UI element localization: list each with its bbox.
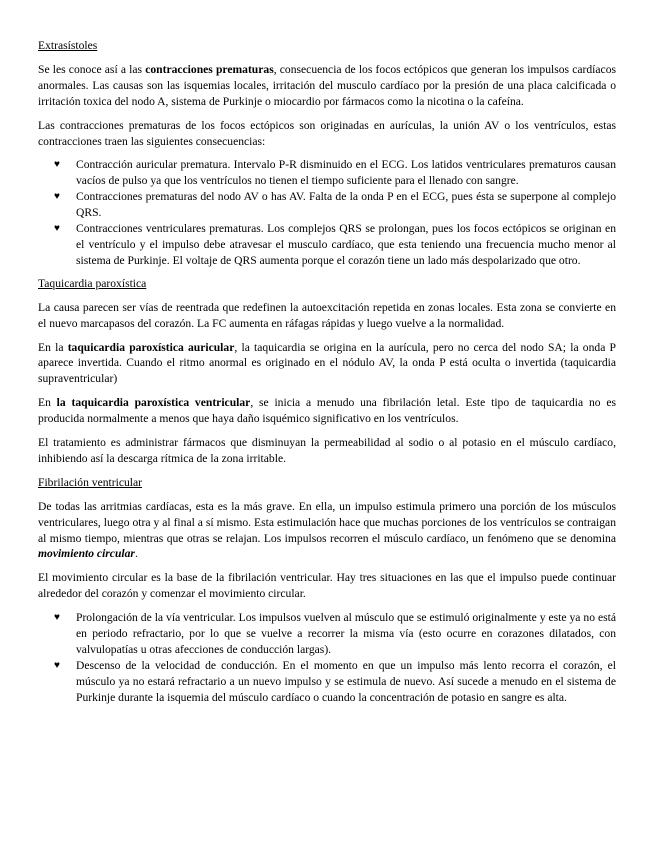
list-item (38, 658, 616, 706)
heart-bullet-icon: ♥ (54, 223, 60, 235)
paragraph-text: Se les conoce así a las (38, 62, 146, 76)
bold-term: contracciones prematuras (145, 62, 274, 76)
paragraph: El movimiento circular es la base de la fibrilación ventricular. Hay tres situaciones en las que el impulso puede continuar alrededor del corazón y comenzar el movimiento circular. (38, 571, 616, 601)
paragraph: La causa parecen ser vías de reentrada que redefinen la autoexcitación repetida en zonas locales. Esta zona se convierte en el nuevo marcapasos del corazón. La FC aumenta en ráfagas rápidas y luego vuelve a la normalidad. (38, 300, 616, 330)
bold-term: la taquicardia paroxística ventricular (56, 396, 251, 410)
bullet-list (38, 610, 616, 705)
paragraph-text: , la taquicardia se origina en la aurícula, pero no cerca del nodo SA; la onda P aparece invertida. Cuando el ritmo anormal es originado en el nódulo AV, la onda P está oculta o invertida (taquicardia supraventricular) (38, 340, 617, 386)
section-heading-taquicardia: Taquicardia paroxística (38, 276, 147, 290)
heart-bullet-icon: ♥ (54, 659, 60, 671)
list-item-text: Prolongación de la vía ventricular. Los impulsos vuelven al músculo que se estimuló originalmente y este ya no está en periodo refractario, por lo que se vuelve a recorrer la misma vía (esto ocurre en corazones dilatados, con valvulopatías u otras afecciones de conducción largas). (76, 611, 616, 656)
paragraph (38, 62, 616, 110)
list-item (38, 221, 616, 269)
paragraph (38, 340, 616, 388)
heart-bullet-icon: ♥ (54, 159, 60, 171)
bold-term: taquicardia paroxística auricular (67, 340, 235, 354)
heart-bullet-icon: ♥ (54, 191, 60, 203)
section-heading-fibrilacion: Fibrilación ventricular (38, 475, 142, 489)
paragraph-text: En la (38, 340, 68, 354)
list-item (38, 610, 616, 658)
bullet-list (38, 157, 616, 268)
list-item-text: Contracciones prematuras del nodo AV o has AV. Falta de la onda P en el ECG, pues ésta se superpone al complejo QRS. (76, 190, 616, 220)
list-item-text: Descenso de la velocidad de conducción. En el momento en que un impulso más lento recorra el corazón, el músculo ya no estará refractario a un nuevo impulso y se estimula de nuevo. Así sucede a menudo en el sistema de Purkinje durante la isquemia del músculo cardíaco o cuando la concentración de potasio en sangre es alta. (76, 658, 616, 704)
bold-italic-term: movimiento circular (38, 547, 135, 561)
section-heading-extrasistoles: Extrasístoles (38, 39, 98, 52)
list-item (38, 189, 616, 221)
list-item (38, 157, 616, 189)
list-item-text: Contracción auricular prematura. Intervalo P-R disminuido en el ECG. Los latidos ventriculares prematuros causan vacíos de pulso ya que los ventrículos no tienen el tiempo suficiente para el llenado con sangre. (76, 158, 616, 188)
paragraph-text: En (38, 396, 57, 410)
paragraph-text: , consecuencia de los focos ectópicos que generan los impulsos cardíacos anormales. Las causas son las isquemias locales, irritación del musculo cardíaco por la presión de una placa calcificada o irritación toxica del nodo A, sistema de Purkinje o miocardio por fármacos como la nicotina o la cafeína. (38, 62, 616, 108)
document-page (38, 38, 616, 713)
paragraph-text: , se inicia a menudo una fibrilación letal. Este tipo de taquicardia no es producida normalmente a menos que haya daño isquémico significativo en los ventrículos. (38, 396, 616, 426)
heart-bullet-icon: ♥ (54, 612, 60, 624)
paragraph (38, 499, 616, 563)
paragraph-text: De todas las arritmias cardíacas, esta es la más grave. En ella, un impulso estimula primero una porción de los músculos ventriculares, luego otra y al final a sí mismo. Esta estimulación hace que muchas porciones de los ventrículos se contraigan al mismo tiempo, mientras que otras se relajan. Los impulsos recorren el músculo cardíaco, un fenómeno que se denomina (38, 499, 616, 545)
paragraph-text: . (134, 547, 138, 561)
paragraph (38, 395, 616, 427)
paragraph: Las contracciones prematuras de los focos ectópicos son originadas en aurículas, la unión AV o los ventrículos, estas contracciones traen las siguientes consecuencias: (38, 118, 616, 148)
list-item-text: Contracciones ventriculares prematuras. Los complejos QRS se prolongan, pues los focos ectópicos se originan en el ventrículo y el impulso debe atravesar el musculo cardíaco, que esta teniendo una frecuencia mucho menor al sistema de Purkinje. El voltaje de QRS aumenta porque el corazón tiene un lado más despolarizado que otro. (76, 222, 616, 267)
paragraph: El tratamiento es administrar fármacos que disminuyan la permeabilidad al sodio o al potasio en el músculo cardíaco, inhibiendo así la descarga rítmica de la zona irritable. (38, 436, 616, 465)
